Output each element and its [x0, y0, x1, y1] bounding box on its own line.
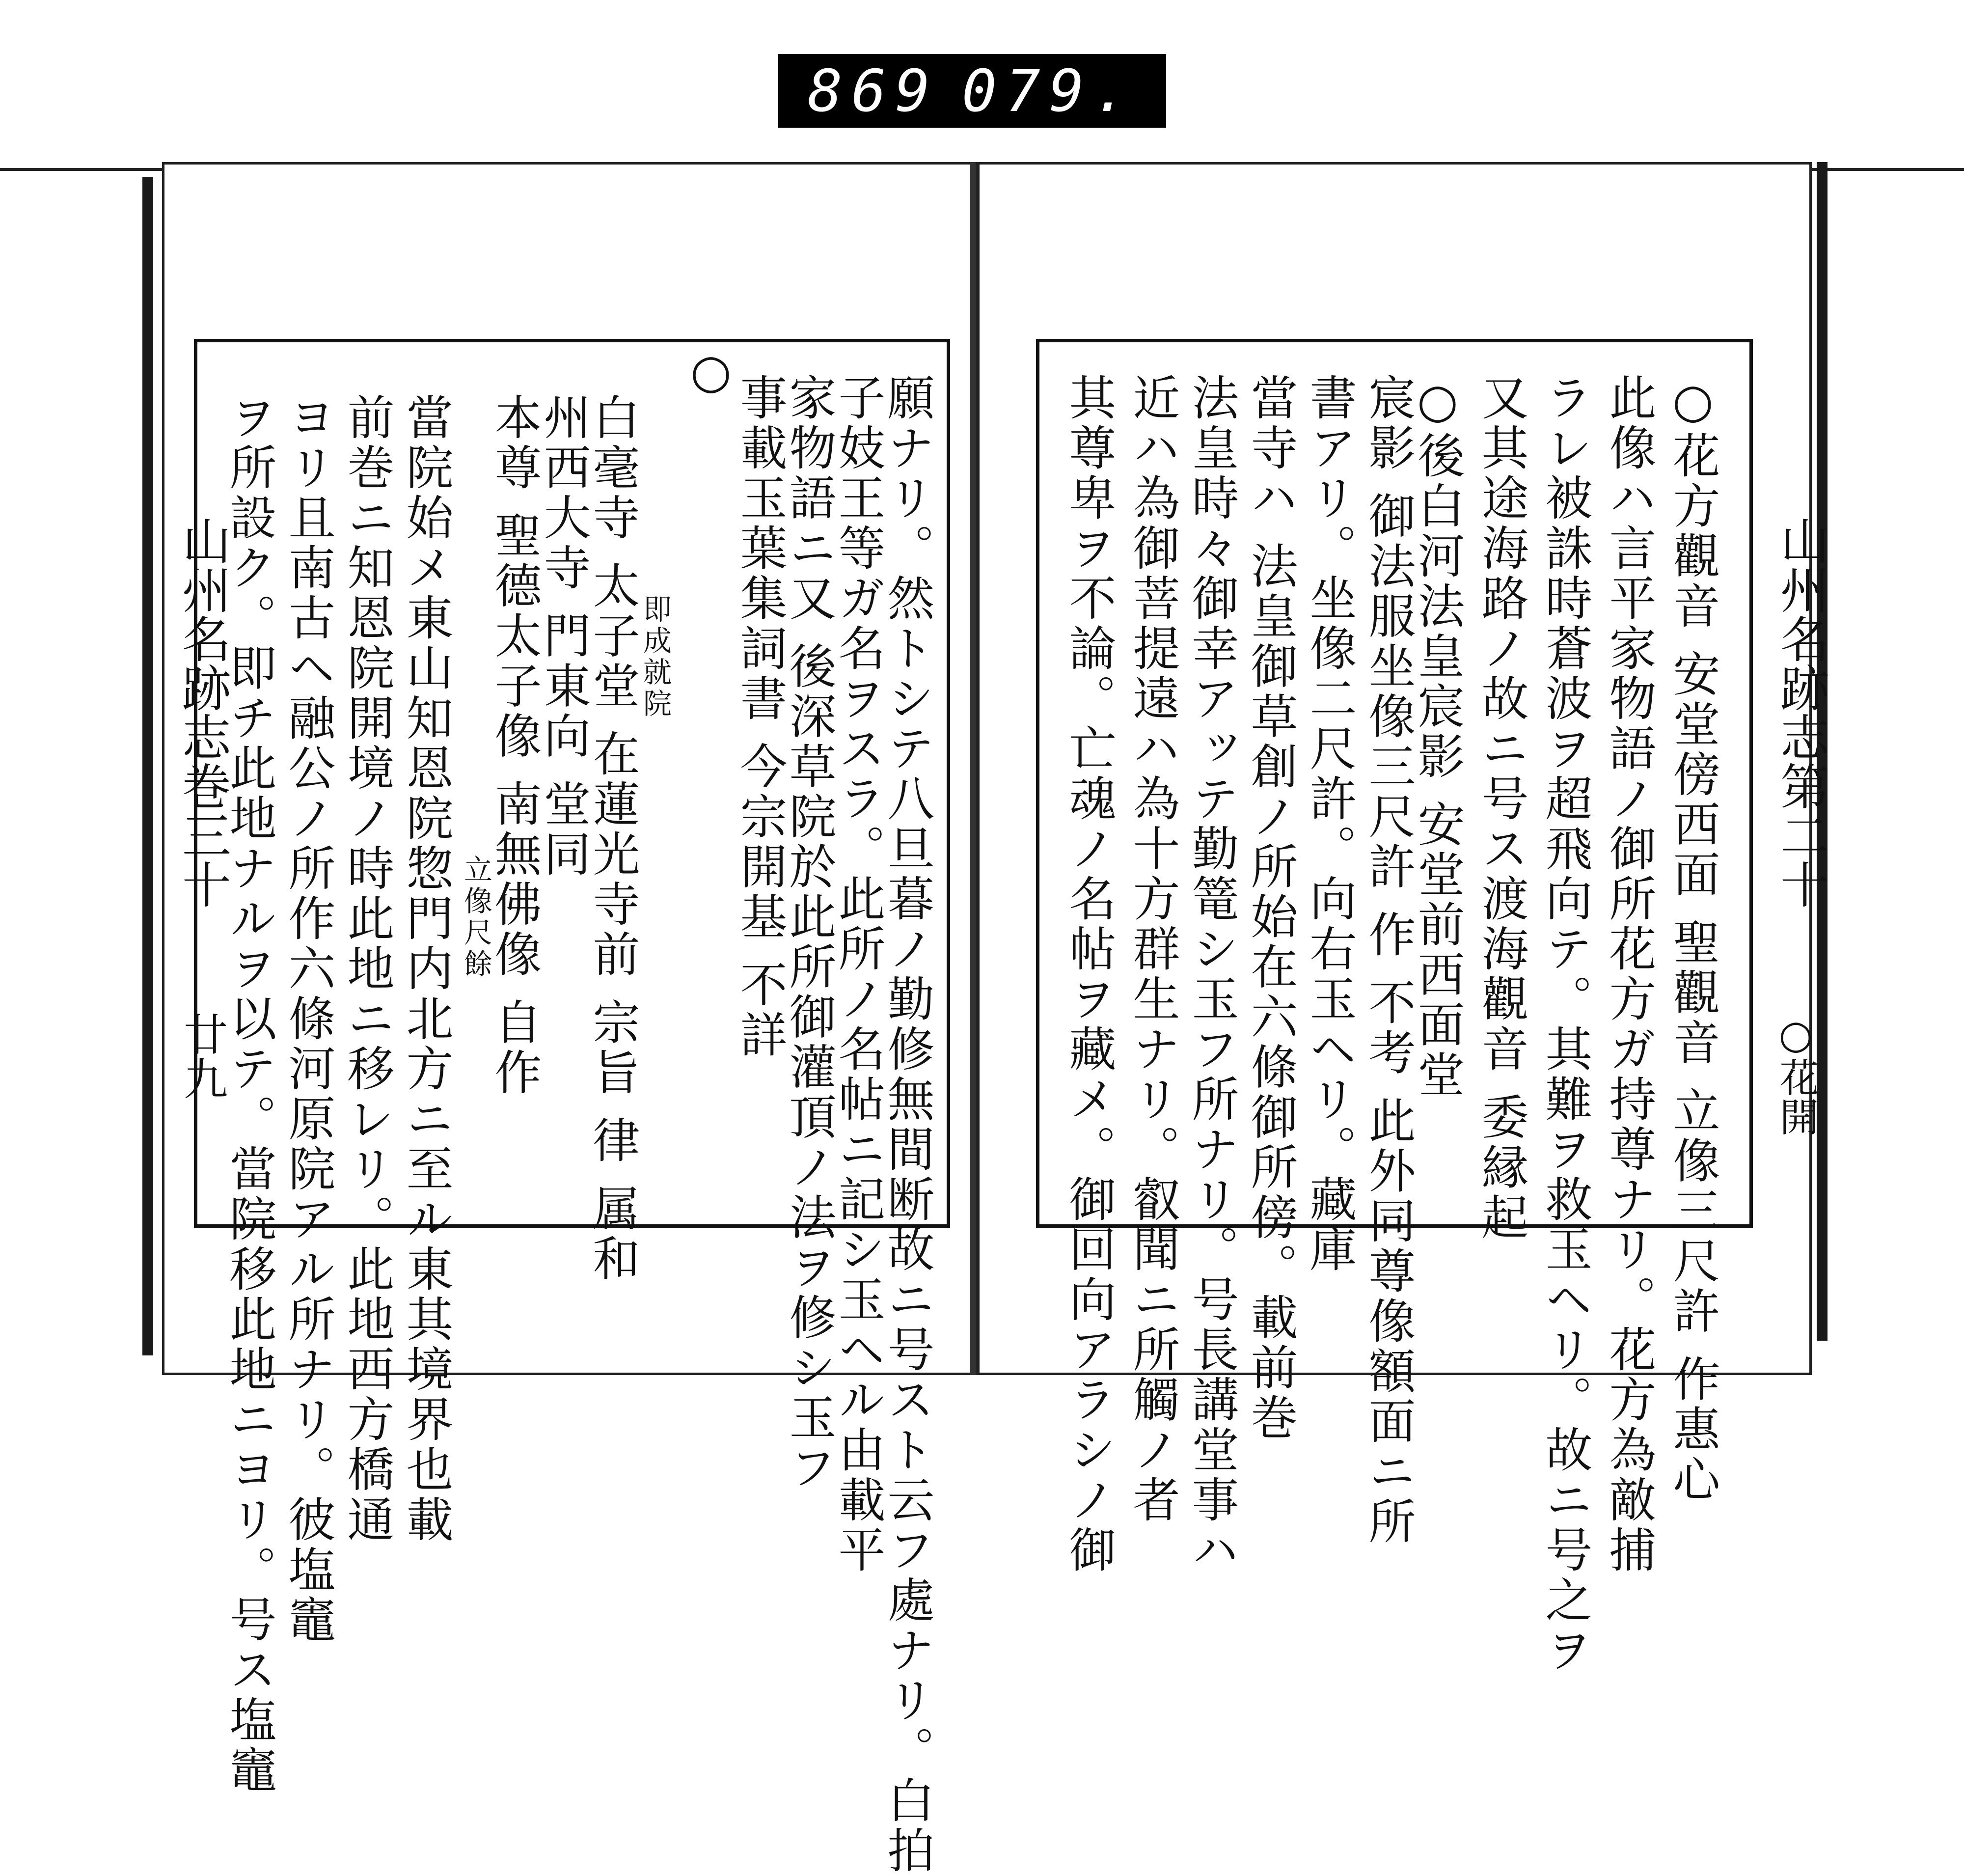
left-folio: 廿九	[176, 1012, 227, 1100]
right-page-text-column: 當寺ハ 法皇御草創ノ所始在六條御所傍。載前巻	[1243, 373, 1298, 1443]
right-page-text-column: 宸影 御法服坐像三尺許 作 不考 此外同尊像額面ニ所	[1361, 373, 1416, 1547]
book-gutter	[970, 162, 976, 1375]
right-page-text-column: 又其途海路ノ故ニ号ス渡海觀音 委縁起	[1474, 373, 1529, 1243]
left-page-text-column: 當院始メ東山知恩院惣門内北方ニ至ル東其境界也載	[399, 393, 454, 1545]
left-page-text-column: ヲ所設ク。即チ此地ナルヲ以テ。當院移此地ニヨリ。号ス塩竈	[222, 393, 277, 1795]
left-page-text-column: 州西大寺 門東向 堂同	[536, 393, 591, 880]
right-page-text-column: 此像ハ言平家物語ノ御所花方ガ持尊ナリ。花方為敵捕	[1602, 373, 1657, 1575]
left-page-text-column: 子妓王等ガ名ヲスラ。此所ノ名帖ニ記シ玉ヘル由載平	[831, 373, 886, 1575]
right-page-text-column: 其尊卑ヲ不論。亡魂ノ名帖ヲ藏メ。御回向アラシノ御	[1062, 373, 1117, 1575]
book-spine-left	[142, 177, 153, 1355]
catalog-number-label	[778, 54, 1166, 128]
left-page-circle-mark: ○	[683, 344, 738, 402]
left-running-title: 山州名跡志巻三十	[174, 516, 231, 909]
left-page-text-column: 前巻ニ知恩院開境ノ時此地ニ移レリ。此地西方橋通	[340, 393, 395, 1545]
right-page-text-column: 書アリ。坐像二尺許。向右玉ヘリ。藏庫	[1302, 373, 1357, 1275]
catalog-number-left: 869	[808, 57, 939, 125]
left-page-text-column: 立像尺餘	[459, 855, 492, 980]
left-page-text-column: 本尊 聖德太子像 南無佛像 自作	[487, 393, 542, 1098]
right-page-text-column: 法皇時々御幸アッテ勤篭シ玉フ所ナリ。号長講堂事ハ	[1184, 373, 1239, 1575]
catalog-number-right: 079.	[961, 57, 1137, 125]
left-page-text-column: 家物語ニ又 後深草院於此所御灌頂ノ法ヲ修シ玉フ	[782, 373, 837, 1493]
right-tab-label: ○花開	[1773, 1012, 1819, 1136]
right-page-text-column: ラレ被誅時蒼波ヲ超飛向テ。其難ヲ救玉ヘリ。故ニ号之ヲ	[1538, 373, 1593, 1676]
right-page-text-column: 近ハ為御菩提遠ハ為十方群生ナリ。叡聞ニ所觸ノ者	[1125, 373, 1180, 1525]
left-page-text-column: 願ナリ。然トシテ八旦暮ノ勤修無間断故ニ号スト云フ處ナリ。白拍	[880, 373, 935, 1876]
left-page-text-column: 即成就院	[638, 594, 672, 720]
right-page-text-column: ○後白河法皇宸影 安堂前西面堂	[1410, 373, 1465, 1101]
right-page-text-column: ○花方觀音 安堂傍西面 聖觀音 立像三尺許 作惠心	[1665, 373, 1720, 1505]
left-page-text-column: 事載玉葉集詞書 今宗開基 不詳	[733, 373, 788, 1061]
left-page-text-column: ヨリ且南古ヘ融公ノ所作六條河原院アル所ナリ。彼塩竈	[281, 393, 336, 1645]
right-running-title: 山州名跡志第二十	[1772, 516, 1829, 909]
left-page-text-column: 白毫寺 太子堂 在蓮光寺前 宗旨 律 属和	[585, 393, 640, 1284]
